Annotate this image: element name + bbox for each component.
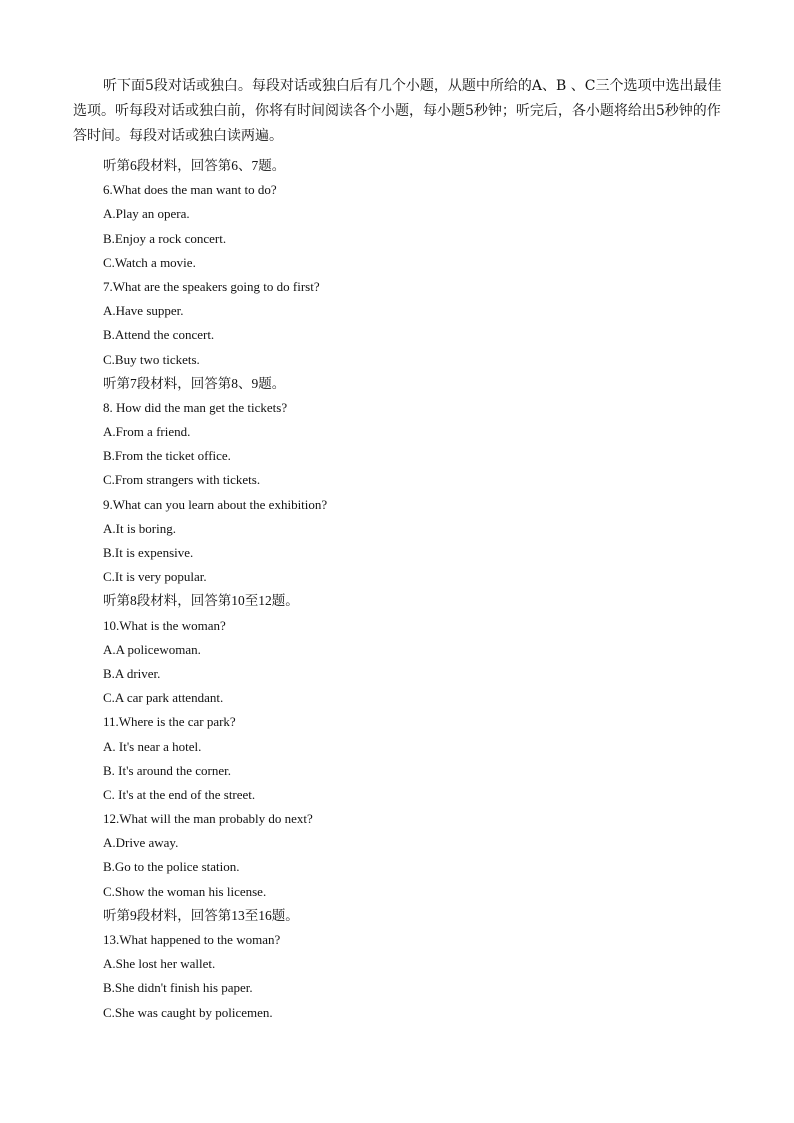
option-line: B.A driver. — [103, 665, 161, 681]
question-line: 8. How did the man get the tickets? — [103, 399, 288, 415]
section-heading: 听第7段材料，回答第8、9题。 — [103, 375, 286, 391]
option-line: C.A car park attendant. — [103, 690, 224, 706]
option-line: B.Attend the concert. — [103, 327, 215, 343]
question-line: 13.What happened to the woman? — [103, 932, 281, 947]
question-line: 11.Where is the car park? — [103, 714, 236, 730]
option-line: B.It is expensive. — [103, 545, 194, 560]
option-line: B. It's around the corner. — [103, 762, 231, 778]
option-line: B.She didn't finish his paper. — [103, 980, 253, 996]
question-line: 10.What is the woman? — [103, 617, 226, 633]
question-line: 9.What can you learn about the exhibition? — [103, 496, 328, 512]
section-heading: 听第8段材料，回答第10至12题。 — [103, 593, 299, 609]
option-line: A.A policewoman. — [103, 641, 201, 657]
section-heading: 听第6段材料，回答第6、7题。 — [103, 158, 286, 173]
option-line: C.She was caught by policemen. — [103, 1004, 273, 1020]
option-line: C.From strangers with tickets. — [103, 472, 261, 488]
option-line: B.Enjoy a rock concert. — [103, 230, 227, 246]
option-line: C.Watch a movie. — [103, 254, 196, 270]
option-line: C.Show the woman his license. — [103, 883, 267, 899]
option-line: A.She lost her wallet. — [103, 956, 216, 972]
option-line: A.It is boring. — [103, 520, 176, 536]
question-list — [103, 154, 723, 1025]
option-line: A. It's near a hotel. — [103, 738, 202, 754]
instructions-paragraph: 听下面5段对话或独白。每段对话或独白后有几个小题，从题中所给的A、B 、C三个选项中选出最佳选项。听每段对话或独白前，你将有时间阅读各个小题，每小题5秒钟；听完后，各小题将给出5秒钟的作答时间。每段对话或独白读两遍。 — [73, 78, 722, 144]
option-line: C. It's at the end of the street. — [103, 786, 256, 802]
option-line: A.Have supper. — [103, 303, 184, 319]
question-line: 6.What does the man want to do? — [103, 182, 277, 198]
question-line: 7.What are the speakers going to do first? — [103, 278, 320, 294]
option-line: C.Buy two tickets. — [103, 351, 200, 367]
option-line: C.It is very popular. — [103, 569, 207, 585]
question-line: 12.What will the man probably do next? — [103, 811, 313, 827]
option-line: A.Play an opera. — [103, 206, 190, 222]
option-line: A.Drive away. — [103, 835, 179, 851]
option-line: B.From the ticket office. — [103, 448, 231, 464]
option-line: B.Go to the police station. — [103, 859, 240, 875]
section-heading: 听第9段材料，回答第13至16题。 — [103, 907, 299, 923]
option-line: A.From a friend. — [103, 424, 191, 440]
